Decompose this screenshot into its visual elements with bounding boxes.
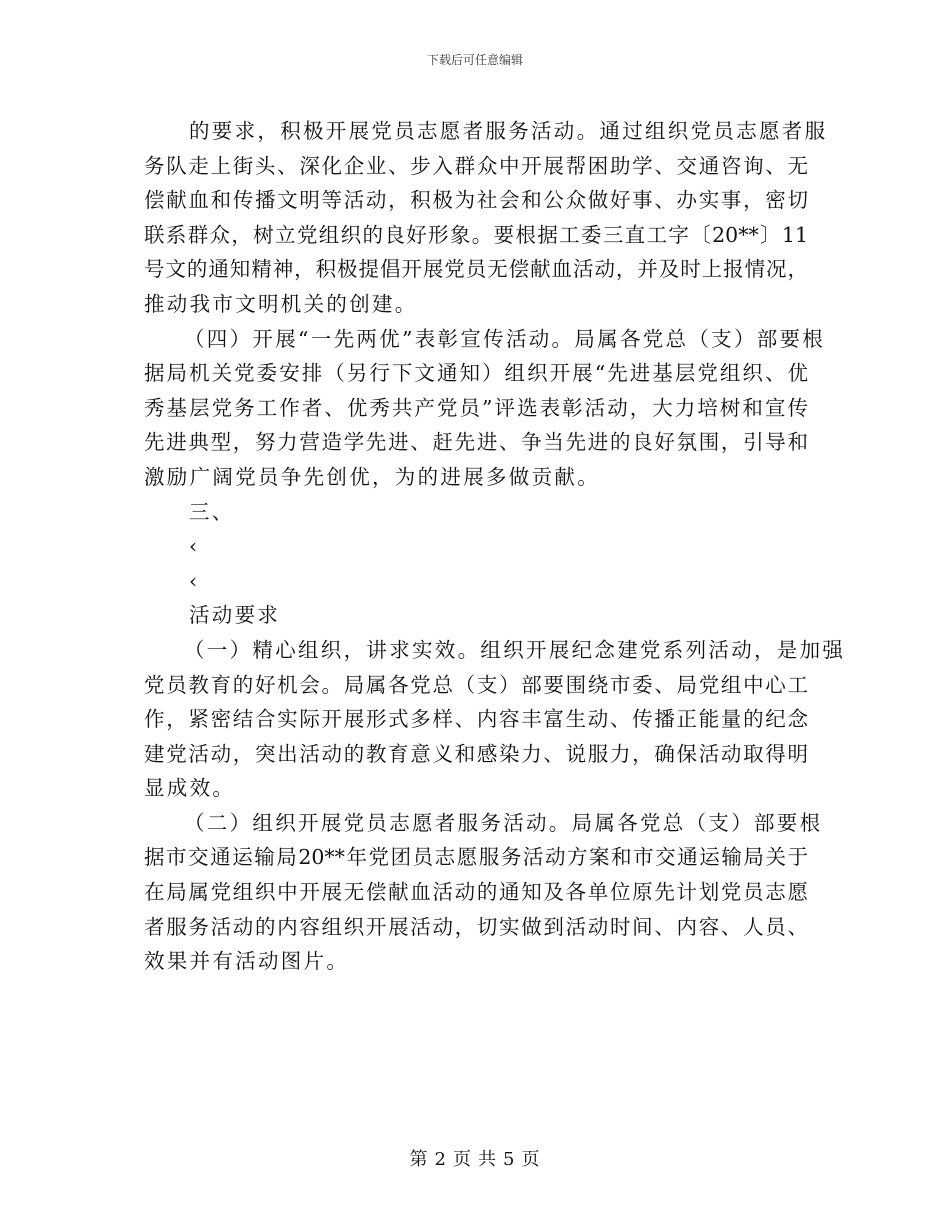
document-body [144,114,846,979]
page-prefix: 第 [409,1149,429,1170]
section-title: 活动要求 [189,603,281,628]
text-line: 联系群众，树立党组织的良好形象。要根据工委三直工字〔20**〕11 [144,222,808,247]
text-line: 者服务活动的内容组织开展活动，切实做到活动时间、内容、人员、 [144,914,808,939]
text-line: 的要求，积极开展党员志愿者服务活动。通过组织党员志愿者服 [189,119,828,143]
page-footer [0,1148,950,1172]
total-prefix: 共 [478,1149,497,1170]
text-line: 效果并有活动图片。 [144,949,350,974]
text-line: 党员教育的好机会。局属各党总（支）部要围绕市委、局党组中心工 [144,672,808,697]
text-line: 显成效。 [144,776,236,801]
text-line: 推动我市文明机关的创建。 [144,291,418,316]
page-header: 下载后可任意编辑 [426,53,523,67]
text-line: 偿献血和传播文明等活动，积极为社会和公众做好事、办实事，密切 [144,188,808,213]
text-line: 建党活动，突出活动的教育意义和感染力、说服力，确保活动取得明 [144,741,808,766]
text-line: （一）精心组织，讲求实效。组织开展纪念建党系列活动，是加强 [184,637,846,662]
total-label: 页 [521,1149,541,1170]
text-line: 先进典型，努力营造学先进、赶先进、争当先进的良好氛围，引导和 [144,430,808,455]
page-label: 页 [453,1149,472,1170]
text-line: 务队走上街头、深化企业、步入群众中开展帮困助学、交通咨询、无 [144,153,808,178]
text-line: 激励广阔党员争先创优，为的进展多做贡献。 [144,464,600,489]
text-line: 在局属党组织中开展无偿献血活动的通知及各单位原先计划党员志愿 [144,880,808,905]
text-line: 作，紧密结合实际开展形式多样、内容丰富生动、传播正能量的纪念 [144,707,808,732]
page-total: 5 [503,1149,516,1170]
text-line: 号文的通知精神，积极提倡开展党员无偿献血活动，并及时上报情况， [144,257,808,282]
bracket-mark: ‹ [189,568,200,593]
text-line: 秀基层党务工作者、优秀共产党员”评选表彰活动，大力培树和宣传 [144,395,808,420]
text-line: 据市交通运输局20**年党团员志愿服务活动方案和市交通运输局关于 [144,845,808,870]
text-line: 据局机关党委安排（另行下文通知）组织开展“先进基层党组织、优 [144,361,808,386]
bracket-mark: ‹ [189,534,200,559]
text-line: （四）开展“一先两优”表彰宣传活动。局属各党总（支）部要根 [184,326,826,351]
section-number: 三、 [189,499,235,524]
text-line: （二）组织开展党员志愿者服务活动。局属各党总（支）部要根 [184,810,823,835]
page-current: 2 [434,1149,447,1170]
